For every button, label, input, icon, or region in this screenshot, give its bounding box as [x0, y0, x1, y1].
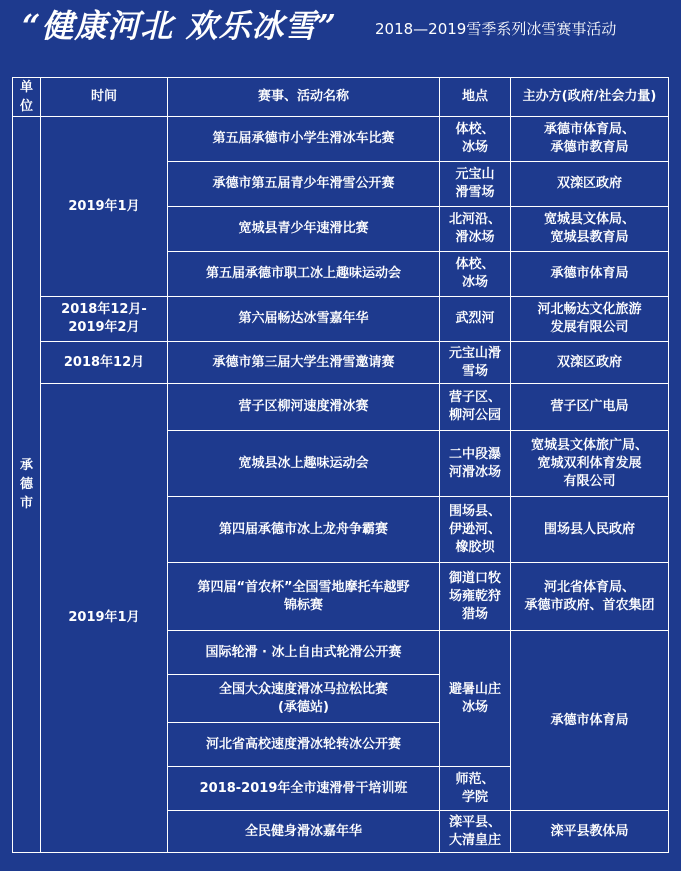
- event-name: 河北省高校速度滑冰轮转冰公开赛: [168, 723, 440, 767]
- event-organizer: 宽城县文体局、 宽城县教育局: [511, 207, 669, 252]
- event-organizer: 滦平县教体局: [511, 811, 669, 853]
- event-organizer: 营子区广电局: [511, 384, 669, 431]
- event-place: 师范、 学院: [440, 767, 511, 811]
- event-organizer: 双滦区政府: [511, 162, 669, 207]
- event-place: 营子区、 柳河公园: [440, 384, 511, 431]
- event-name: 全国大众速度滑冰马拉松比赛 (承德站): [168, 675, 440, 723]
- event-name: 2018-2019年全市速滑骨干培训班: [168, 767, 440, 811]
- time-cell: 2018年12月- 2019年2月: [41, 297, 168, 342]
- header-place: 地点: [440, 78, 511, 117]
- event-name: 第六届畅达冰雪嘉年华: [168, 297, 440, 342]
- header-unit: 单位: [13, 78, 41, 117]
- event-organizer: 承德市体育局、 承德市教育局: [511, 117, 669, 162]
- event-name: 营子区柳河速度滑冰赛: [168, 384, 440, 431]
- event-name: 第四届承德市冰上龙舟争霸赛: [168, 497, 440, 563]
- event-place: 避暑山庄 冰场: [440, 631, 511, 767]
- table-row: [13, 297, 669, 342]
- event-name: 第五届承德市职工冰上趣味运动会: [168, 252, 440, 297]
- slogan-title: “健康河北 欢乐冰雪”: [22, 7, 337, 45]
- event-place: 御道口牧 场雍乾狩 猎场: [440, 563, 511, 631]
- event-place: 二中段瀑 河滑冰场: [440, 431, 511, 497]
- page-header: [0, 0, 681, 62]
- event-name: 第五届承德市小学生滑冰车比赛: [168, 117, 440, 162]
- event-organizer: 围场县人民政府: [511, 497, 669, 563]
- event-place: 滦平县、 大清皇庄: [440, 811, 511, 853]
- event-name: 承德市第三届大学生滑雪邀请赛: [168, 342, 440, 384]
- event-name: 全民健身滑冰嘉年华: [168, 811, 440, 853]
- event-name: 第四届“首农杯”全国雪地摩托车越野 锦标赛: [168, 563, 440, 631]
- event-organizer: 双滦区政府: [511, 342, 669, 384]
- event-organizer: 河北畅达文化旅游 发展有限公司: [511, 297, 669, 342]
- header-row: [13, 78, 669, 117]
- events-table: [12, 77, 669, 853]
- event-place: 元宝山滑 雪场: [440, 342, 511, 384]
- table-row: [13, 384, 669, 431]
- event-place: 体校、 冰场: [440, 117, 511, 162]
- event-name: 国际轮滑 · 冰上自由式轮滑公开赛: [168, 631, 440, 675]
- table-row: [13, 342, 669, 384]
- header-organizer: 主办方(政府/社会力量): [511, 78, 669, 117]
- event-place: 北河沿、 滑冰场: [440, 207, 511, 252]
- season-subtitle: 2018—2019雪季系列冰雪赛事活动: [375, 20, 617, 38]
- event-organizer: 承德市体育局: [511, 631, 669, 811]
- event-organizer: 河北省体育局、 承德市政府、首农集团: [511, 563, 669, 631]
- header-time: 时间: [41, 78, 168, 117]
- header-name: 赛事、活动名称: [168, 78, 440, 117]
- unit-cell: 承德市: [13, 117, 41, 853]
- table-row: [13, 117, 669, 162]
- event-name: 承德市第五届青少年滑雪公开赛: [168, 162, 440, 207]
- event-place: 围场县、 伊逊河、 橡胶坝: [440, 497, 511, 563]
- event-name: 宽城县青少年速滑比赛: [168, 207, 440, 252]
- time-cell: 2019年1月: [41, 384, 168, 853]
- event-place: 武烈河: [440, 297, 511, 342]
- event-place: 元宝山 滑雪场: [440, 162, 511, 207]
- event-organizer: 承德市体育局: [511, 252, 669, 297]
- time-cell: 2018年12月: [41, 342, 168, 384]
- event-name: 宽城县冰上趣味运动会: [168, 431, 440, 497]
- time-cell: 2019年1月: [41, 117, 168, 297]
- event-organizer: 宽城县文体旅广局、 宽城双利体育发展 有限公司: [511, 431, 669, 497]
- event-place: 体校、 冰场: [440, 252, 511, 297]
